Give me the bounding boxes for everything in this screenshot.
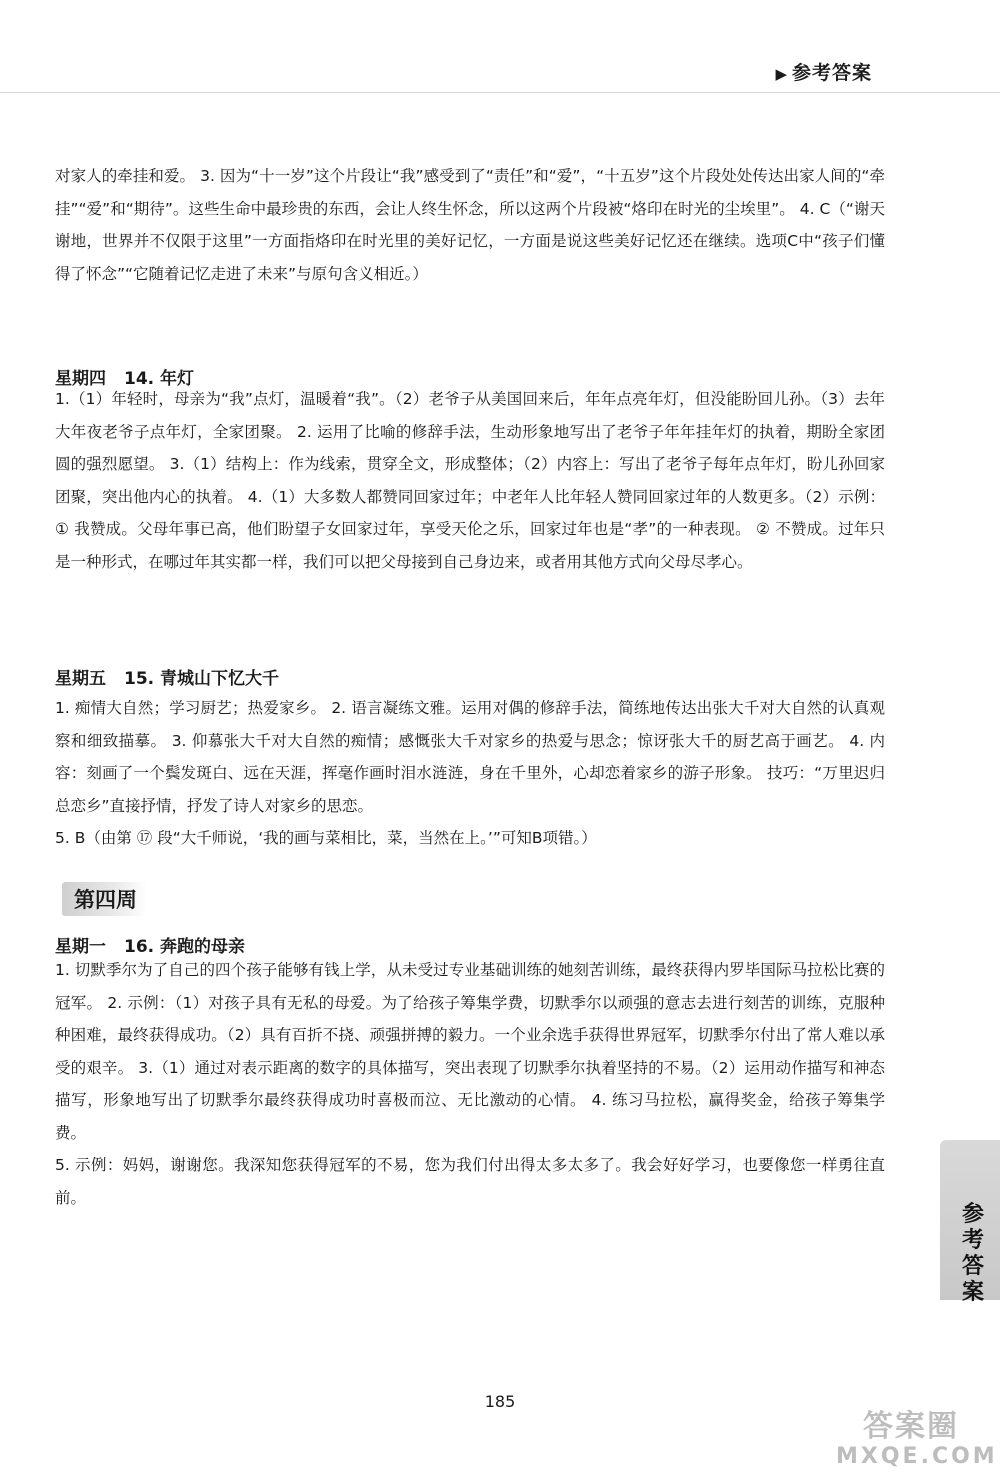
section-body-friday <box>55 692 885 855</box>
play-arrow-icon: ▶ <box>775 65 788 83</box>
answer-paragraph: 1. 切默季尔为了自己的四个孩子能够有钱上学，从未受过专业基础训练的她刻苦训练，最终获得内罗毕国际马拉松比赛的冠军。 2. 示例：（1）对孩子具有无私的母爱。为了给孩子筹集学费，切默季尔以顽强的意志去进行刻苦的训练，克服种种困难，最终获得成功。（2）具有百折不挠、顽强拼搏的毅力。一个业余选手获得世界冠军，切默季尔付出了常人难以承受的艰辛。 3.（1）通过对表示距离的数字的具体描写，突出表现了切默季尔执着坚持的不易。（2）运用动作描写和神态描写，形象地写出了切默季尔最终获得成功时喜极而泣、无比激动的心情。 4. 练习马拉松，赢得奖金，给孩子筹集学费。 <box>55 961 885 1142</box>
answer-paragraph: 5. B（由第 ⑰ 段“大千师说，‘我的画与菜相比，菜，当然在上。’”可知B项错。） <box>55 829 597 847</box>
section-lesson-title: 14. 年灯 <box>124 369 195 389</box>
section-title-friday <box>55 664 279 689</box>
side-thumb-tab <box>940 1140 1000 1305</box>
answer-paragraph: 1. 痴情大自然；学习厨艺；热爱家乡。 2. 语言凝练文雅。运用对偶的修辞手法，简练地传达出张大千对大自然的认真观察和细致描摹。 3. 仰慕张大千对大自然的痴情；感慨张大千对家乡的热爱与思念；惊讶张大千的厨艺高于画艺。 4. 内容：刻画了一个鬓发斑白、远在天涯，挥毫作画时泪水涟涟，身在千里外，心却恋着家乡的游子形象。 技巧：“万里迟归总恋乡”直接抒情，抒发了诗人对家乡的思恋。 <box>55 699 885 815</box>
watermark-text-top: 答案圈 <box>863 1409 959 1444</box>
section-lesson-title: 15. 青城山下忆大千 <box>124 669 280 689</box>
intro-paragraph: 对家人的牵挂和爱。 3. 因为“十一岁”这个片段让“我”感受到了“责任”和“爱”，“十五岁”这个片段处处传达出家人间的“牵挂”“爱”和“期待”。这些生命中最珍贵的东西，会让人终生怀念，所以这两个片段被“烙印在时光的尘埃里”。 4. C（“谢天谢地，世界并不仅限于这里”一方面指烙印在时光里的美好记忆，一方面是说这些美好记忆还在继续。选项C中“孩子们懂得了怀念”“它随着记忆走进了未来”与原句含义相近。） <box>55 167 885 283</box>
side-tab-label: 参考答案 <box>961 1202 984 1305</box>
answer-paragraph: 5. 示例：妈妈，谢谢您。我深知您获得冠军的不易，您为我们付出得太多太多了。我会好好学习，也要像您一样勇往直前。 <box>55 1156 885 1207</box>
answer-paragraph: 1.（1）年轻时，母亲为“我”点灯，温暖着“我”。（2）老爷子从美国回来后，年年点亮年灯，但没能盼回儿孙。（3）去年大年夜老爷子点年灯，全家团聚。 2. 运用了比喻的修辞手法，生动形象地写出了老爷子年年挂年灯的执着，期盼全家团圆的强烈愿望。 3.（1）结构上：作为线索，贯穿全文，形成整体；（2）内容上：写出了老爷子每年点年灯，盼儿孙回家团聚，突出他内心的执着。 4.（1）大多数人都赞同回家过年；中老年人比年轻人赞同回家过年的人数更多。（2）示例：① 我赞成。父母年事已高，他们盼望子女回家过年，享受天伦之乐，回家过年也是“孝”的一种表现。 ② 不赞成。过年只是一种形式，在哪过年其实都一样，我们可以把父母接到自己身边来，或者用其他方式向父母尽孝心。 <box>55 390 885 571</box>
section-body-monday <box>55 954 885 1214</box>
section-lesson-title: 16. 奔跑的母亲 <box>124 937 246 957</box>
intro-block <box>55 160 885 290</box>
section-day: 星期四 <box>55 369 106 389</box>
section-day: 星期一 <box>55 937 106 957</box>
watermark-logo <box>836 1409 998 1470</box>
page-number: 185 <box>484 1392 516 1411</box>
running-header <box>775 58 872 85</box>
section-body-thursday <box>55 383 885 578</box>
header-title-text: 参考答案 <box>791 62 872 84</box>
header-divider <box>0 92 1000 93</box>
section-day: 星期五 <box>55 669 106 689</box>
watermark-text-bottom: MXQE.COM <box>836 1444 998 1469</box>
week-heading: 第四周 <box>62 882 147 916</box>
